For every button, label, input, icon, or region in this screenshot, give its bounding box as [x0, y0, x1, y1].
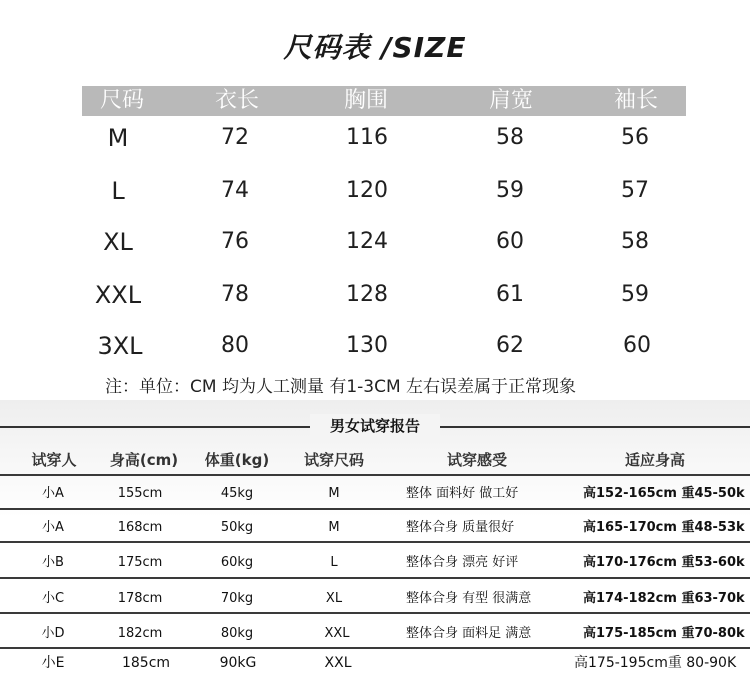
fit-range-cell: 高170-176cm 重53-60k — [583, 555, 745, 570]
fit-range-cell: 高175-195cm重 80-90K — [574, 655, 737, 671]
size-cell: L — [330, 555, 338, 570]
size-table-header — [82, 86, 686, 116]
length-cell: 76 — [221, 229, 249, 254]
feeling-cell: 整体合身 质量很好 — [406, 520, 515, 535]
weight-cell: 50kg — [220, 520, 254, 535]
size-cell: XL — [103, 228, 133, 256]
height-cell: 182cm — [117, 626, 163, 641]
fit-range-cell: 高165-170cm 重48-53k — [583, 520, 745, 535]
size-cell: XL — [325, 591, 343, 606]
size-row — [0, 118, 750, 158]
fit-range-cell: 高152-165cm 重45-50k — [583, 486, 745, 501]
chest-cell: 120 — [346, 178, 388, 203]
chest-cell: 116 — [346, 125, 388, 150]
sleeve-cell: 57 — [621, 178, 649, 203]
size-cell: M — [107, 124, 129, 152]
length-cell: 78 — [221, 282, 249, 307]
person-cell: 小B — [42, 555, 64, 570]
weight-cell: 90kG — [219, 655, 257, 671]
size-row — [0, 326, 750, 366]
trial-row — [0, 548, 750, 578]
page-title: 尺码表 /SIZE — [283, 31, 467, 64]
height-cell: 155cm — [117, 486, 163, 501]
sleeve-cell: 58 — [621, 229, 649, 254]
sleeve-cell: 60 — [623, 333, 651, 358]
person-cell: 小D — [41, 626, 65, 641]
length-cell: 72 — [221, 125, 249, 150]
header-feeling: 试穿感受 — [446, 451, 508, 469]
feeling-cell: 整体合身 面料足 满意 — [406, 626, 532, 641]
sleeve-cell: 59 — [621, 282, 649, 307]
feeling-cell: 整体合身 漂亮 好评 — [406, 555, 519, 570]
weight-cell: 60kg — [220, 555, 254, 570]
trial-row — [0, 513, 750, 543]
measurement-note: 注：单位：CM 均为人工测量 有1-3CM 左右误差属于正常现象 — [105, 377, 577, 397]
chest-cell: 124 — [346, 229, 388, 254]
chest-cell: 130 — [346, 333, 388, 358]
shoulder-cell: 58 — [496, 125, 524, 150]
trial-row — [0, 479, 750, 509]
header-height: 身高(cm) — [109, 451, 179, 469]
person-cell: 小A — [42, 486, 64, 501]
trial-row — [0, 584, 750, 614]
weight-cell: 80kg — [220, 626, 254, 641]
shoulder-cell: 61 — [496, 282, 524, 307]
height-cell: 178cm — [117, 591, 163, 606]
length-cell: 74 — [221, 178, 249, 203]
weight-cell: 45kg — [220, 486, 254, 501]
header-shoulder: 肩宽 — [488, 88, 534, 113]
person-cell: 小C — [41, 591, 65, 606]
height-cell: 168cm — [117, 520, 163, 535]
report-title: 男女试穿报告 — [310, 414, 440, 438]
feeling-cell: 整体 面料好 做工好 — [406, 486, 519, 501]
header-sleeve: 袖长 — [613, 88, 659, 113]
size-cell: XXL — [324, 655, 352, 671]
size-row — [0, 171, 750, 211]
person-cell: 小A — [42, 520, 64, 535]
weight-cell: 70kg — [220, 591, 254, 606]
size-cell: L — [111, 177, 125, 205]
height-cell: 175cm — [117, 555, 163, 570]
size-cell: 3XL — [97, 332, 143, 360]
header-fit-range: 适应身高 — [624, 451, 686, 469]
size-cell: XXL — [324, 626, 350, 641]
size-row — [0, 222, 750, 262]
length-cell: 80 — [221, 333, 249, 358]
person-cell: 小E — [41, 655, 65, 671]
fit-range-cell: 高175-185cm 重70-80k — [583, 626, 745, 641]
height-cell: 185cm — [121, 655, 171, 671]
header-person: 试穿人 — [31, 451, 77, 469]
size-row — [0, 275, 750, 315]
chest-cell: 128 — [346, 282, 388, 307]
shoulder-cell: 62 — [496, 333, 524, 358]
size-cell: M — [328, 486, 340, 501]
shoulder-cell: 59 — [496, 178, 524, 203]
header-trial-size: 试穿尺码 — [303, 451, 365, 469]
size-cell: XXL — [94, 281, 142, 309]
trial-row — [0, 648, 750, 678]
fit-range-cell: 高174-182cm 重63-70k — [583, 591, 745, 606]
sleeve-cell: 56 — [621, 125, 649, 150]
header-size: 尺码 — [99, 88, 145, 113]
header-length: 衣长 — [214, 88, 260, 113]
shoulder-cell: 60 — [496, 229, 524, 254]
row-divider — [0, 474, 750, 476]
header-chest: 胸围 — [343, 88, 389, 113]
trial-row — [0, 619, 750, 649]
feeling-cell: 整体合身 有型 很满意 — [406, 591, 532, 606]
header-weight: 体重(kg) — [204, 451, 270, 469]
size-cell: M — [328, 520, 340, 535]
